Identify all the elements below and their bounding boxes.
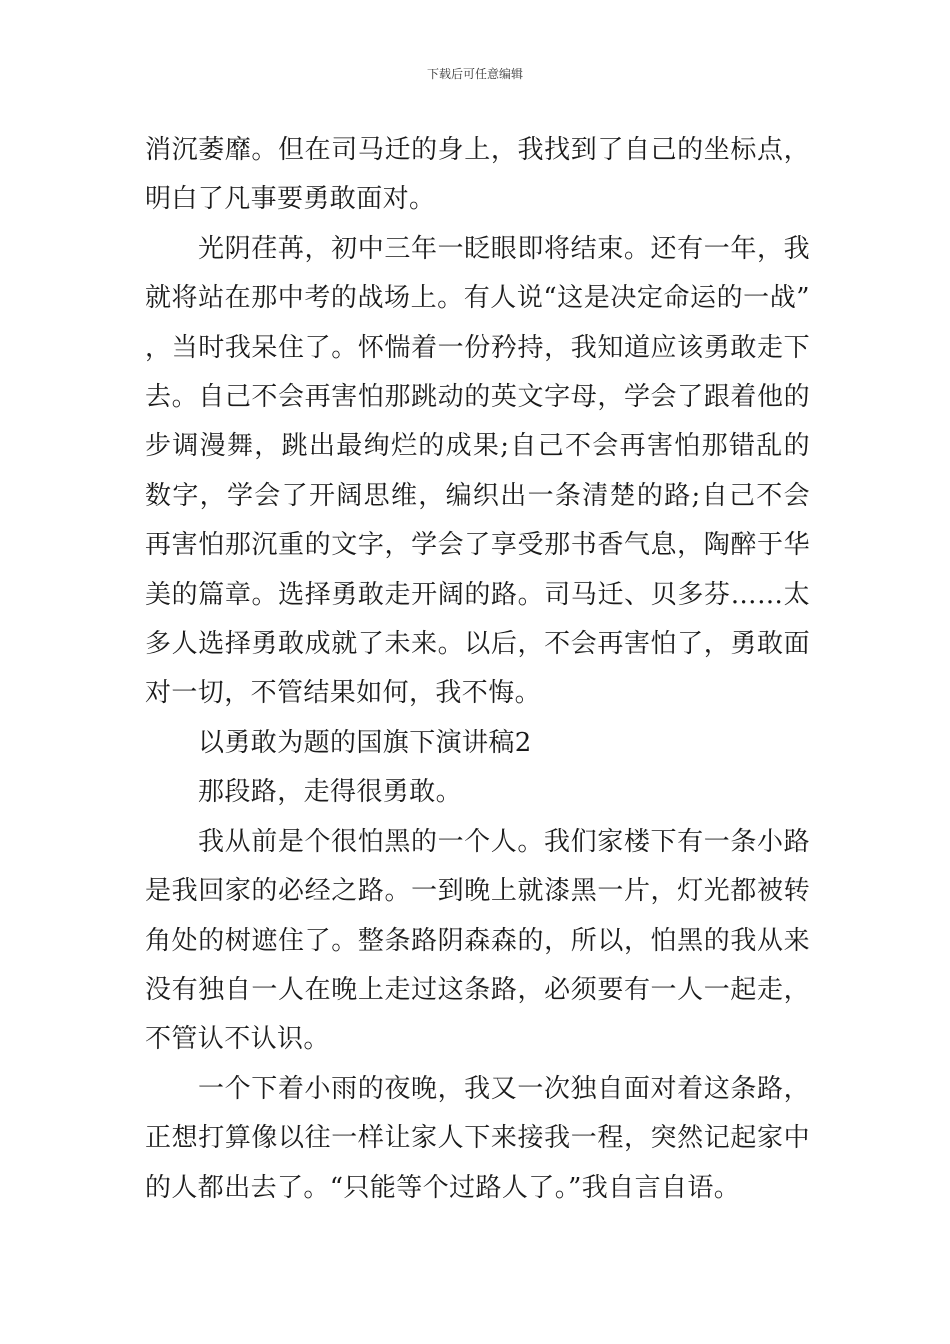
paragraph-continuation: 消沉萎靡。但在司马迁的身上，我找到了自己的坐标点，明白了凡事要勇敢面对。 [145,135,810,215]
page-header: 下载后可任意编辑 [426,67,523,81]
paragraph-rainy-night: 一个下着小雨的夜晚，我又一次独自面对着这条路，正想打算像以往一样让家人下来接我一程，突然记起家中的人都出去了。“只能等个过路人了。”我自言自语。 [145,1073,810,1203]
section-title: 以勇敢为题的国旗下演讲稿2 [198,727,532,758]
document-body [145,126,810,1213]
paragraph-opening-line: 那段路，走得很勇敢。 [198,777,463,808]
paragraph-time-passing: 光阴荏苒，初中三年一眨眼即将结束。还有一年，我就将站在那中考的战场上。有人说“这是决定命运的一战”，当时我呆住了。怀惴着一份矜持，我知道应该勇敢走下去。自己不会再害怕那跳动的英文字母，学会了跟着他的步调漫舞，跳出最绚烂的成果;自己不会再害怕那错乱的数字，学会了开阔思维，编织出一条清楚的路;自己不会再害怕那沉重的文字，学会了享受那书香气息，陶醉于华美的篇章。选择勇敢走开阔的路。司马迁、贝多芬……太多人选择勇敢成就了未来。以后，不会再害怕了，勇敢面对一切，不管结果如何，我不悔。 [145,233,810,709]
paragraph-fear-of-dark: 我从前是个很怕黑的一个人。我们家楼下有一条小路是我回家的必经之路。一到晚上就漆黑一片，灯光都被转角处的树遮住了。整条路阴森森的，所以，怕黑的我从来没有独自一人在晚上走过这条路，必须要有一人一起走，不管认不认识。 [145,826,810,1055]
